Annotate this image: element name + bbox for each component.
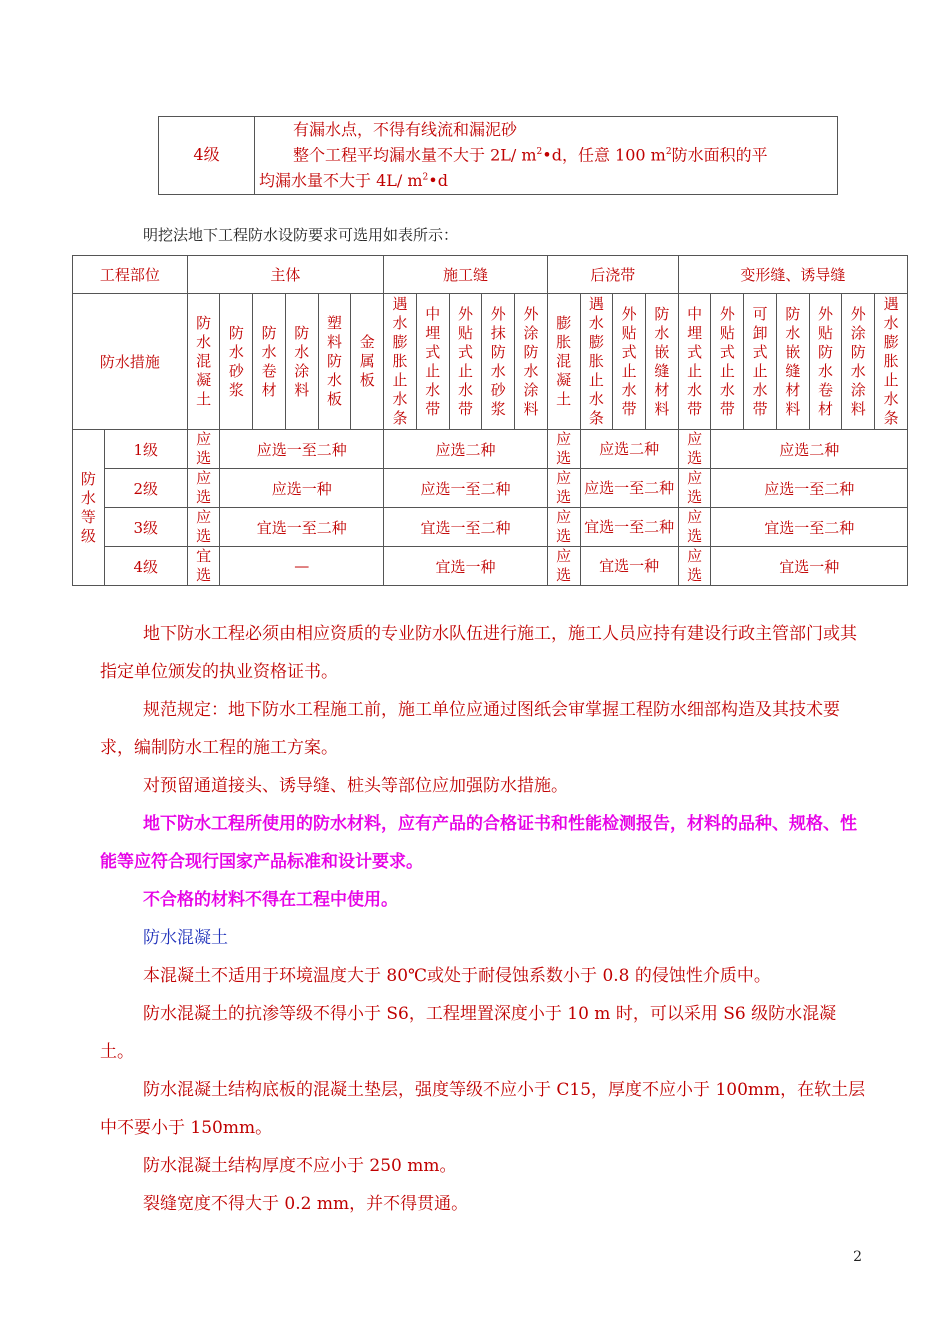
header-joint: 施工缝 (384, 256, 548, 294)
grade-main-other: 应选一种 (220, 469, 384, 508)
measure-15: 中埋式止水带 (687, 304, 703, 418)
grade-level: 4级 (104, 547, 187, 586)
table-intro: 明挖法地下工程防水设防要求可选用如表所示： (143, 226, 459, 244)
level-cell: 4级 (159, 117, 255, 195)
grade-post-other: 宜选一种 (580, 547, 678, 586)
grade-main-concrete: 应选 (196, 508, 212, 545)
grade-joint: 宜选一至二种 (384, 508, 548, 547)
grade-level: 2级 (104, 469, 187, 508)
paragraph-crack: 裂缝宽度不得大于 0.2 mm，并不得贯通。 (143, 1194, 469, 1214)
header-main: 主体 (187, 256, 383, 294)
grade-joint: 应选一至二种 (384, 469, 548, 508)
grade-level: 1级 (104, 430, 187, 469)
paragraph-unqualified: 不合格的材料不得在工程中使用。 (143, 890, 398, 910)
paragraph-regulation: 规范规定：地下防水工程施工前，施工单位应通过图纸会审掌握工程防水细部构造及其技术要求，编制防水工程的施工方案。 (100, 700, 840, 758)
grade-main-concrete: 宜选 (196, 547, 212, 584)
grade-main-other: 宜选一至二种 (220, 508, 384, 547)
measure-4: 塑料防水板 (327, 314, 343, 408)
grade-post-concrete: 应选 (556, 508, 572, 545)
grade-4-table (158, 116, 838, 195)
grade-joint: 宜选一种 (384, 547, 548, 586)
measure-6: 遇水膨胀止水条 (392, 295, 408, 427)
grade-post-other: 应选一至二种 (580, 469, 678, 508)
measure-17: 可卸式止水带 (752, 304, 768, 418)
grade-post-concrete: 应选 (556, 547, 572, 584)
paragraph-thickness: 防水混凝土结构厚度不应小于 250 mm。 (143, 1156, 457, 1176)
measure-21: 遇水膨胀止水条 (883, 295, 899, 427)
grade-main-other: — (220, 547, 384, 586)
page-number: 2 (853, 1249, 862, 1265)
grade-post-other: 应选二种 (580, 430, 678, 469)
desc-line-3: 均漏水量不大于 4L/ $m^2•d$ (259, 170, 448, 190)
measure-16: 外贴式止水带 (719, 304, 735, 418)
measure-5: 金属板 (359, 333, 375, 389)
paragraph-permeability: 防水混凝土的抗渗等级不得小于 S6，工程埋置深度小于 10 m 时，可以采用 S6 级防水混凝土。 (100, 1004, 837, 1062)
paragraph-qualification: 地下防水工程必须由相应资质的专业防水队伍进行施工，施工人员应持有建设行政主管部门或其指定单位颁发的执业资格证书。 (100, 624, 857, 682)
waterproof-requirement-table (72, 255, 908, 586)
measure-10: 外涂防水涂料 (523, 304, 539, 418)
header-part: 工程部位 (73, 256, 188, 294)
grade-deform-other: 应选一至二种 (711, 469, 908, 508)
measure-8: 外贴式止水带 (457, 304, 473, 418)
grade-post-other: 宜选一至二种 (580, 508, 678, 547)
grade-deform-other: 宜选一种 (711, 547, 908, 586)
section-heading: 防水混凝土 (143, 928, 228, 948)
paragraph-temperature: 本混凝土不适用于环境温度大于 80℃或处于耐侵蚀系数小于 0.8 的侵蚀性介质中。 (143, 966, 771, 986)
grade-deform-other: 宜选一至二种 (711, 508, 908, 547)
measure-9: 外抹防水砂浆 (490, 304, 506, 418)
measure-13: 外贴式止水带 (621, 304, 637, 418)
grade-post-concrete: 应选 (556, 430, 572, 467)
grade-deform-embedded: 应选 (687, 508, 703, 545)
level-description (255, 117, 838, 195)
grade-main-other: 应选一至二种 (220, 430, 384, 469)
paragraph-materials: 地下防水工程所使用的防水材料，应有产品的合格证书和性能检测报告，材料的品种、规格、性能等应符合现行国家产品标准和设计要求。 (100, 814, 857, 872)
paragraph-cushion: 防水混凝土结构底板的混凝土垫层，强度等级不应小于 C15，厚度不应小于 100mm，在软土层中不要小于 150mm。 (100, 1080, 866, 1138)
grade-deform-other: 应选二种 (711, 430, 908, 469)
measure-20: 外涂防水涂料 (850, 304, 866, 418)
grade-post-concrete: 应选 (556, 469, 572, 506)
measure-14: 防水嵌缝材料 (654, 304, 670, 418)
body-text (100, 615, 870, 1223)
header-measure: 防水措施 (73, 294, 188, 430)
paragraph-measures: 对预留通道接头、诱导缝、桩头等部位应加强防水措施。 (143, 776, 568, 796)
measure-2: 防水卷材 (261, 323, 277, 399)
grade-label: 防水等级 (80, 469, 96, 545)
grade-level: 3级 (104, 508, 187, 547)
measure-0: 防水混凝土 (196, 314, 212, 408)
grade-joint: 应选二种 (384, 430, 548, 469)
measure-18: 防水嵌缝材料 (785, 304, 801, 418)
measure-7: 中埋式止水带 (425, 304, 441, 418)
header-post: 后浇带 (547, 256, 678, 294)
measure-19: 外贴防水卷材 (818, 304, 834, 418)
desc-line-1: 有漏水点，不得有线流和漏泥砂 (293, 120, 518, 139)
desc-line-2: 整个工程平均漏水量不大于 2L/ $m^2•d$，任意 100 $m^2$防水面积的平 (293, 145, 768, 165)
measure-3: 防水涂料 (294, 323, 310, 399)
header-deform: 变形缝、诱导缝 (678, 256, 907, 294)
grade-main-concrete: 应选 (196, 430, 212, 467)
measure-1: 防水砂浆 (228, 323, 244, 399)
grade-deform-embedded: 应选 (687, 469, 703, 506)
grade-main-concrete: 应选 (196, 469, 212, 506)
grade-deform-embedded: 应选 (687, 547, 703, 584)
grade-deform-embedded: 应选 (687, 430, 703, 467)
measure-12: 遇水膨胀止水条 (588, 295, 604, 427)
measure-11: 膨胀混凝土 (556, 314, 572, 408)
